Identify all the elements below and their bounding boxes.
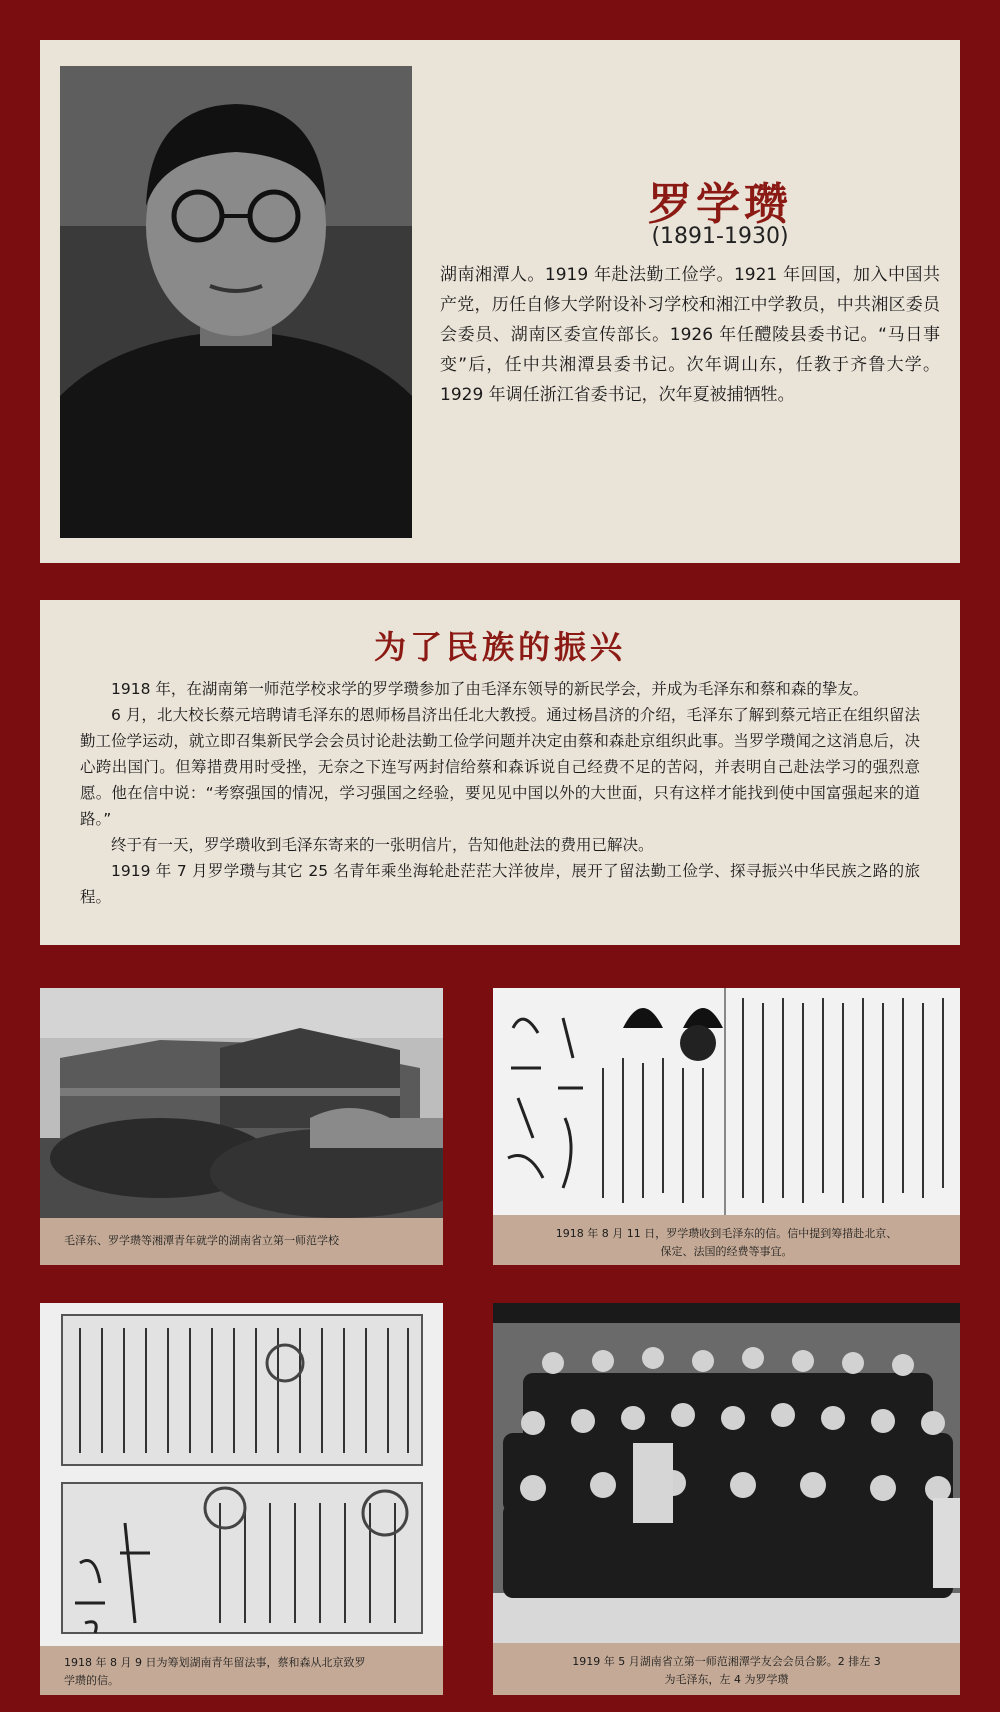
letter-photo-card	[40, 1303, 443, 1695]
group-photo-card	[493, 1303, 960, 1695]
story-body	[80, 676, 920, 910]
life-years: (1891-1930)	[651, 224, 789, 249]
caption-line: 学瓒的信。	[64, 1674, 119, 1687]
caption-line: 为毛泽东，左 4 为罗学瓒	[664, 1673, 789, 1686]
school-photo-caption: 毛泽东、罗学瓒等湘潭青年就学的湖南省立第一师范学校	[64, 1234, 339, 1247]
caption-line: 1918 年 8 月 11 日，罗学瓒收到毛泽东的信。信中提到筹措赴北京、	[555, 1227, 898, 1240]
biography-panel	[40, 40, 960, 563]
portrait-photo	[60, 66, 412, 538]
postcard-photo-card	[493, 988, 960, 1265]
postcard-photo-caption	[493, 1215, 960, 1265]
letter-photo	[40, 1303, 443, 1646]
school-photo	[40, 988, 443, 1218]
group-photo-caption	[493, 1643, 960, 1695]
caption-line: 保定、法国的经费等事宜。	[660, 1245, 793, 1258]
story-paragraph: 1918 年，在湖南第一师范学校求学的罗学瓒参加了由毛泽东领导的新民学会，并成为毛泽东和蔡和森的挚友。	[111, 680, 869, 698]
caption-line: 1919 年 5 月湖南省立第一师范湘潭学友会会员合影。2 排左 3	[572, 1655, 881, 1668]
biography-text: 湖南湘潭人。1919 年赴法勤工俭学。1921 年回国，加入中国共产党，历任自修大学附设补习学校和湘江中学教员，中共湘区委员会委员、湖南区委宣传部长。1926 年任醴陵县委书记。“马日事变”后，任中共湘潭县委书记。次年调山东，任教于齐鲁大学。1929 年调任浙江省委书记，次年夏被捕牺牲。	[440, 265, 940, 405]
story-title: 为了民族的振兴	[373, 628, 626, 666]
person-name: 罗学瓒	[648, 179, 792, 230]
school-photo-card	[40, 988, 443, 1265]
story-paragraph: 6 月，北大校长蔡元培聘请毛泽东的恩师杨昌济出任北大教授。通过杨昌济的介绍，毛泽东了解到蔡元培正在组织留法勤工俭学运动，就立即召集新民学会会员讨论赴法勤工俭学问题并决定由蔡和森赴京组织此事。当罗学瓒闻之这消息后，决心跨出国门。但筹措费用时受挫，无奈之下连写两封信给蔡和森诉说自己经费不足的苦闷，并表明自己赴法学习的强烈意愿。他在信中说：“考察强国的情况，学习强国之经验，要见见中国以外的大世面，只有这样才能找到使中国富强起来的道路。”	[80, 706, 920, 828]
caption-line: 1918 年 8 月 9 日为筹划湖南青年留法事，蔡和森从北京致罗	[64, 1656, 366, 1669]
letter-photo-caption	[40, 1646, 443, 1695]
postcard-photo	[493, 988, 960, 1215]
story-paragraph: 1919 年 7 月罗学瓒与其它 25 名青年乘坐海轮赴茫茫大洋彼岸，展开了留法勤工俭学、探寻振兴中华民族之路的旅程。	[80, 862, 920, 906]
story-paragraph: 终于有一天，罗学瓒收到毛泽东寄来的一张明信片，告知他赴法的费用已解决。	[111, 836, 654, 854]
story-panel	[40, 600, 960, 945]
group-photo	[493, 1303, 960, 1643]
